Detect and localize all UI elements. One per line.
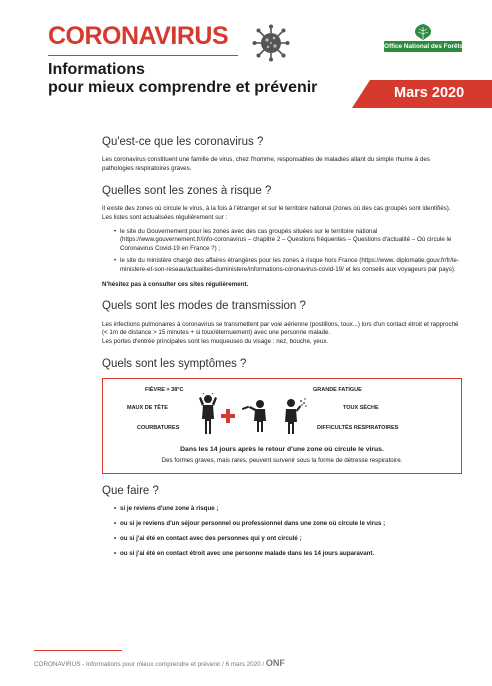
what-to-do-list — [114, 505, 462, 558]
list-item: • ou si je reviens d'un séjour personnel ou professionnel dans une zone où circule le virus ; — [114, 520, 462, 529]
section-heading: Qu'est-ce que les coronavirus ? — [102, 136, 264, 148]
symptom-headache: MAUX DE TÊTE — [127, 405, 168, 412]
section-what-to-do — [102, 485, 462, 558]
footer-text: CORONAVIRUS - Informations pour mieux comprendre et prévenir / 6 mars 2020 / — [34, 661, 266, 668]
main-content — [102, 136, 462, 565]
person-coughing-icon — [281, 397, 307, 435]
list-item: • ou si j'ai été en contact étroit avec une personne malade dans les 14 jours auparavant. — [114, 550, 462, 559]
footer-brand: ONF — [265, 658, 285, 668]
symptoms-box — [102, 378, 462, 474]
risk-zone-list — [114, 228, 462, 275]
onf-logo-text: Office National des Forêts — [384, 43, 464, 50]
person-headache-icon — [199, 393, 217, 435]
section-heading: Quels sont les modes de transmission ? — [102, 300, 306, 313]
footer-rule — [34, 650, 122, 651]
page-title: CORONAVIRUS — [48, 22, 229, 50]
symptom-fatigue: GRANDE FATIGUE — [313, 387, 362, 394]
symptom-fever: FIÈVRE > 38°C — [145, 387, 184, 394]
tree-icon — [411, 24, 435, 40]
section-what-is — [102, 136, 462, 174]
section-heading: Quels sont les symptômes ? — [102, 358, 247, 371]
onf-logo — [384, 24, 462, 62]
page-subtitle-line1: Informations — [48, 61, 145, 78]
paragraph: Les coronavirus constituent une famille de virus, chez l'homme, responsables de maladies allant du simple rhume à des pathologies respiratoires graves. — [102, 156, 430, 173]
paragraph: Il existe des zones où circule le virus, à la fois à l'étranger et sur le territoire national (zones où des cas groupés sont identifiés). Les listes sont actualisées régulièrement sur : — [102, 205, 451, 221]
symptoms-timing-note: Dans les 14 jours après le retour d'une zone où circule le virus. — [180, 446, 384, 454]
list-item: • ou si j'ai été en contact avec des personnes qui y ont circulé ; — [114, 535, 462, 544]
section-heading: Que faire ? — [102, 485, 159, 498]
paragraph-closing: N'hésitez pas à consulter ces sites régulièrement. — [102, 280, 249, 288]
paragraph: Les portes d'entrée principales sont les muqueuses du visage : nez, bouche, yeux. — [102, 338, 329, 346]
section-heading: Quelles sont les zones à risque ? — [102, 184, 272, 197]
page-subtitle-line2: pour mieux comprendre et prévenir — [48, 79, 318, 96]
section-transmission — [102, 300, 462, 347]
list-item: • le site du ministère chargé des affaires étrangères pour les zones à risque hors France (https://www. diplomatie.gouv.fr/fr/le-ministere-et-son-reseau/actualites-duministere/informations-coronavirus-covid-19/ et les conseils aux voyageurs par pays). — [114, 257, 462, 275]
plus-icon — [221, 409, 235, 423]
symptom-aches: COURBATURES — [137, 425, 180, 432]
date-label: Mars 2020 — [394, 85, 465, 101]
footer — [34, 658, 285, 668]
symptom-cough: TOUX SÈCHE — [343, 405, 379, 412]
paragraph: Les infections pulmonaires à coronavirus se transmettent par voie aérienne (postillons, toux...) lors d'un contact étroit et rapproché (< 1m de distance > 15 minutes + si toux/éternuement) avec une personne malade. — [102, 320, 459, 337]
virus-icon — [252, 24, 290, 62]
section-symptoms — [102, 358, 462, 474]
list-item: • le site du Gouvernement pour les zones avec des cas groupés situées sur le territoire national (https://www.gouvernement.fr/info-coronavirus – chapitre 2 – Questions fréquentes – Questions d'actualité – Où circule le Coronavirus Covid-19 en France ?) ; — [114, 228, 462, 254]
symptoms-severity-note: Des formes graves, mais rares, peuvent survenir sous la forme de détresse respiratoire. — [161, 457, 403, 465]
person-thermometer-icon — [241, 399, 271, 433]
symptom-breathing: DIFFICULTÉS RESPIRATOIRES — [317, 425, 399, 432]
list-item: • si je reviens d'une zone à risque ; — [114, 505, 462, 514]
header-rule — [48, 55, 238, 56]
section-risk-zones — [102, 185, 462, 290]
